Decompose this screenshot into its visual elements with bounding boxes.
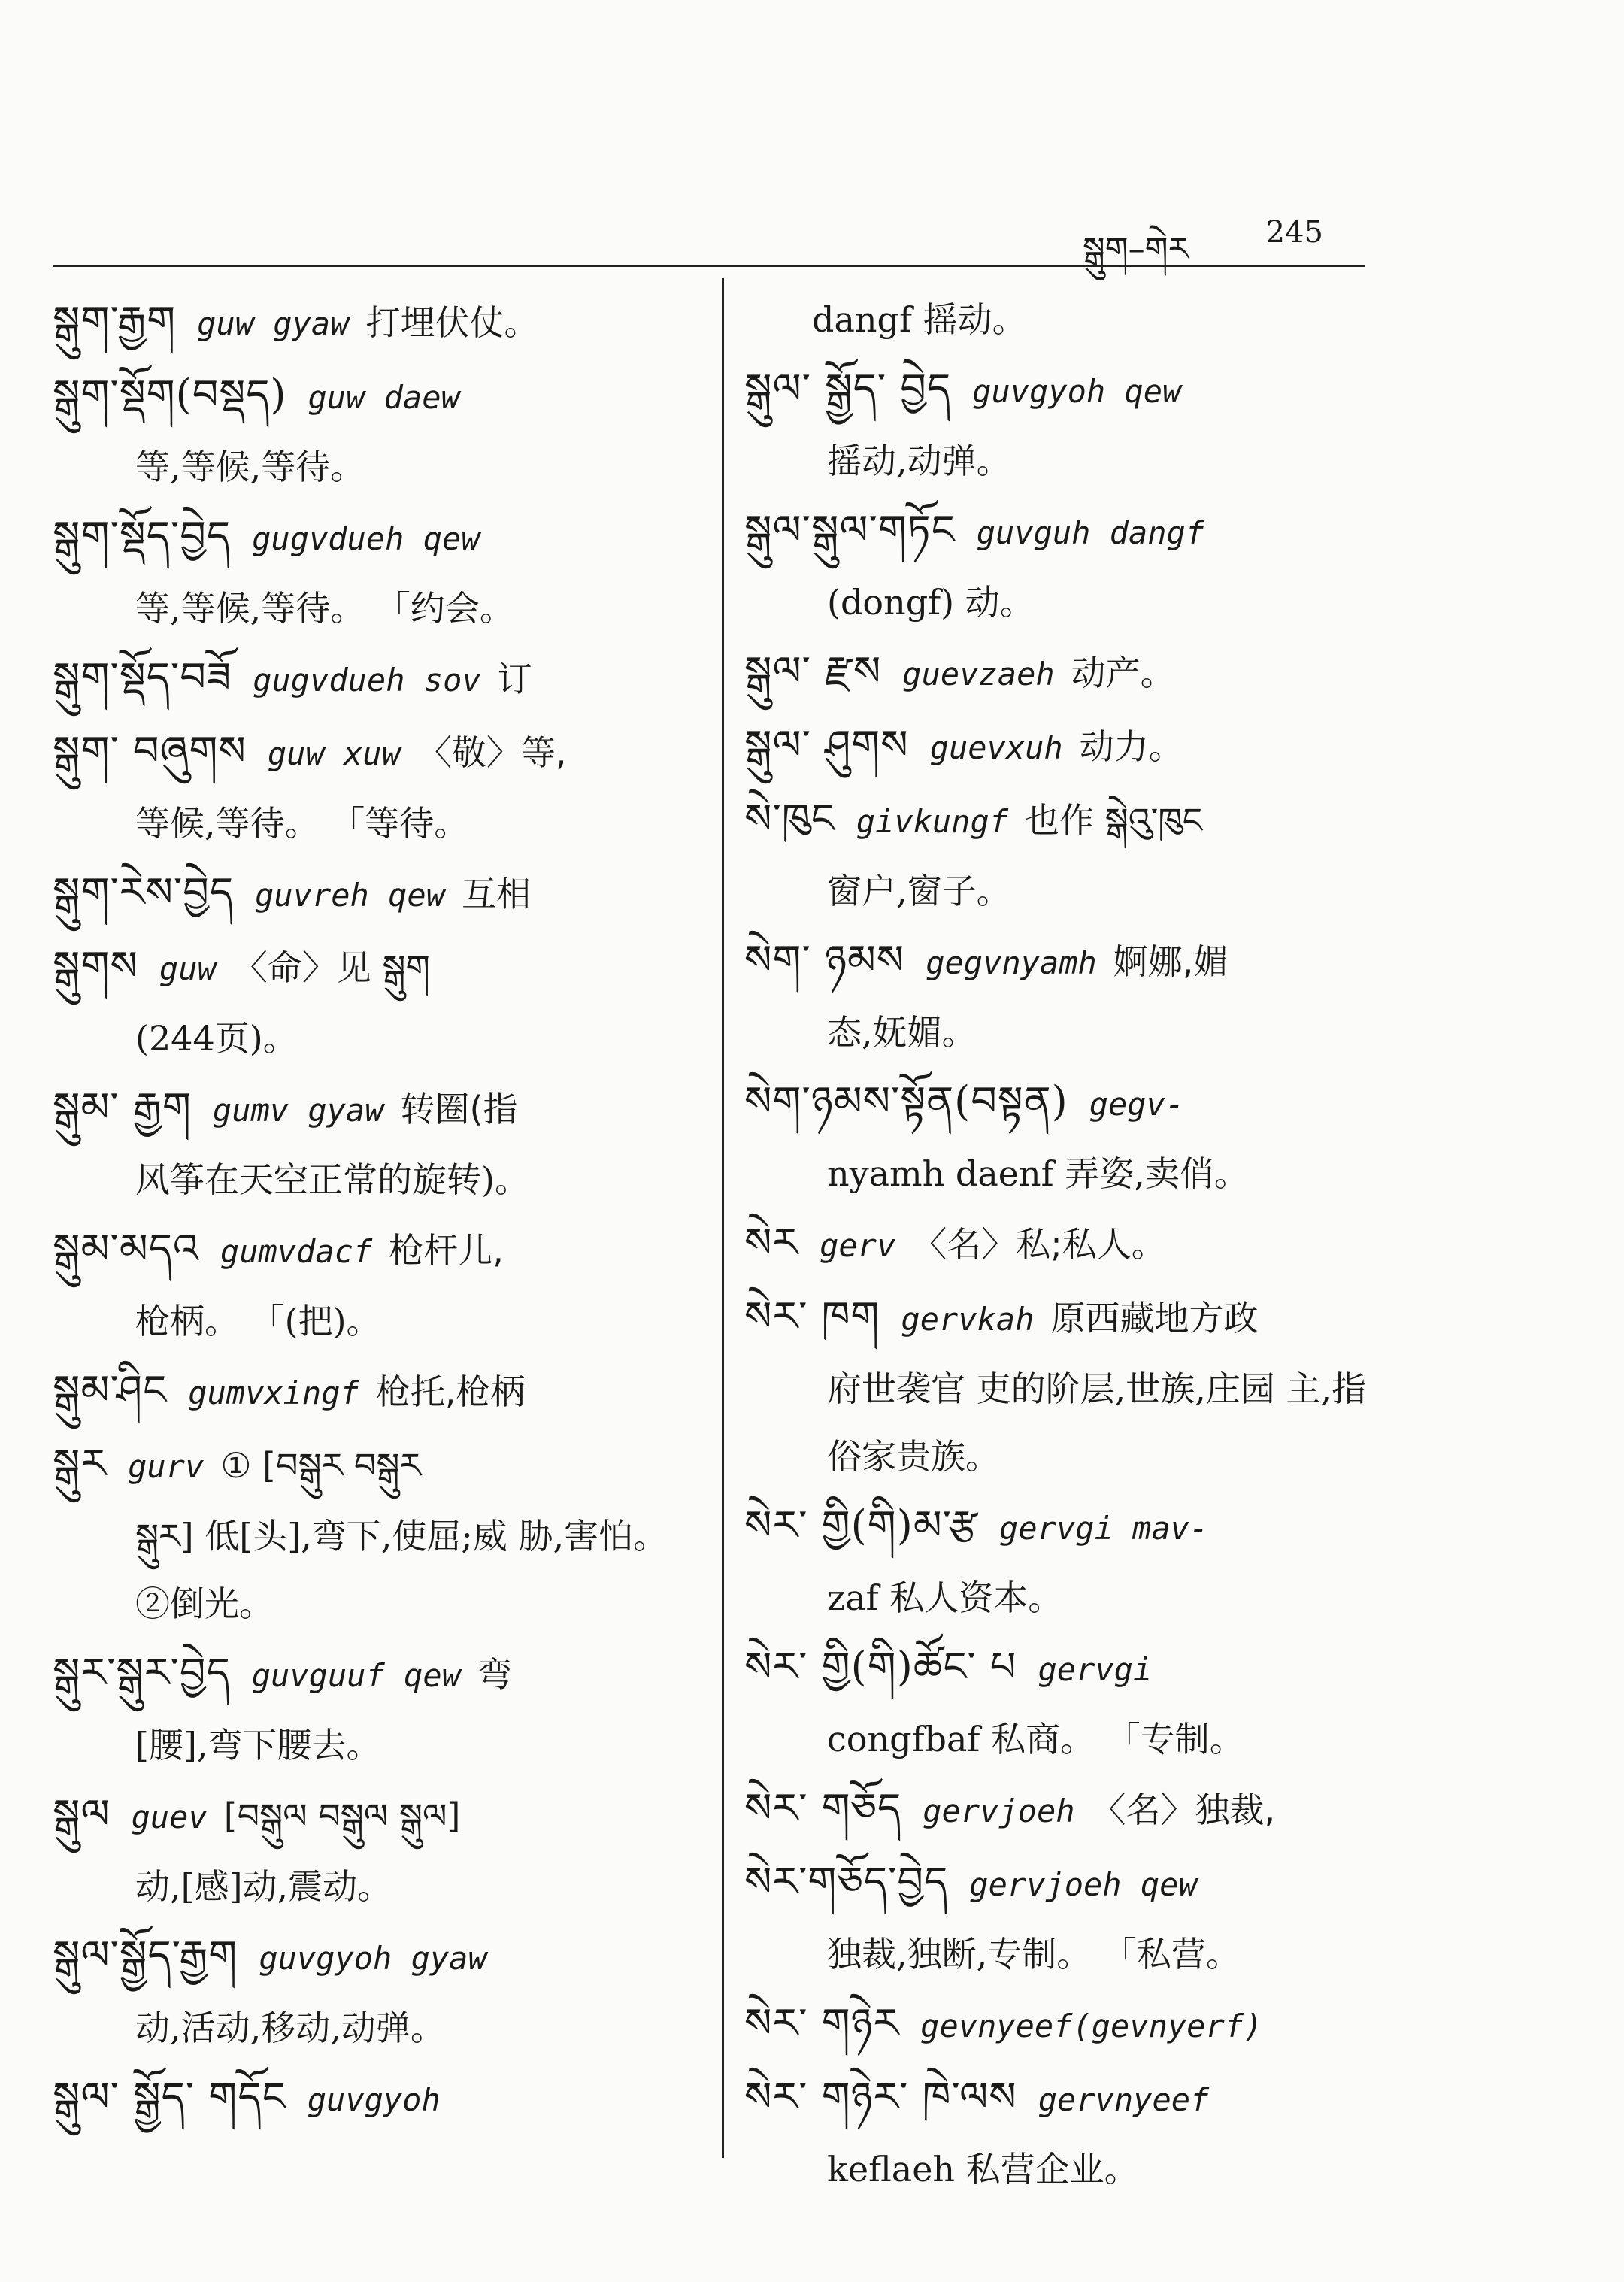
headword: སྒུལ — [53, 1790, 111, 1838]
pronunciation: guevzaeh — [902, 656, 1055, 692]
definition-continued: སྒུར] 低[头],弯下,使屈;威 胁,害怕。②倒光。 — [135, 1516, 668, 1624]
definition-continued: (244页)。 — [135, 1018, 298, 1059]
entry — [53, 1072, 699, 1214]
definition: [བསྒུལ བསྒུལ སྒུལ] — [223, 1796, 461, 1836]
entry — [744, 495, 1391, 636]
headword: སྒུལ་ སྒྱོད་ གདོང — [53, 2073, 286, 2120]
entry — [744, 1773, 1391, 1847]
entry — [744, 1490, 1391, 1632]
definition: 原西藏地方政 — [1050, 1298, 1259, 1338]
pronunciation: gugvdueh sov — [253, 662, 481, 699]
guide-words: སྒུག–གེར — [1083, 230, 1189, 268]
pronunciation: gumvxingf — [188, 1374, 359, 1411]
entry — [744, 1988, 1391, 2062]
definition-continued: 府世袭官 吏的阶层,世族,庄园 主,指俗家贵族。 — [827, 1368, 1367, 1477]
definition: 动力。 — [1079, 726, 1183, 767]
entry — [53, 931, 699, 1072]
headword: སྒུར — [53, 1440, 108, 1487]
definition: 订 — [497, 659, 532, 699]
definition-continued: dangf 摇动。 — [812, 299, 1027, 340]
entry — [744, 1281, 1391, 1490]
definition: 〈名〉独裁, — [1091, 1790, 1276, 1830]
definition-continued: 独裁,独断,专制。 「私营。 — [827, 1934, 1241, 1974]
definition: 互相 — [462, 874, 531, 914]
definition: 打埋伏仗。 — [365, 302, 539, 343]
pronunciation: gervgi mav- — [999, 1510, 1209, 1547]
definition: 枪托,枪柄 — [375, 1371, 526, 1412]
entry — [744, 636, 1391, 710]
pronunciation: gervgi — [1038, 1651, 1153, 1688]
definition-continued: 等候,等待。 「等待。 — [135, 803, 469, 844]
pronunciation: gerv — [820, 1227, 896, 1264]
pronunciation: givkungf — [856, 803, 1009, 840]
headword: སྒུལ་ སྒྱོད་ བྱེད — [744, 365, 952, 412]
headword: སྒུག་རྒྱག — [53, 297, 177, 344]
entry — [744, 1208, 1391, 1281]
entry — [53, 1638, 699, 1779]
pronunciation: gegv- — [1089, 1086, 1185, 1123]
definition: ① [བསྒུར བསྒུར — [220, 1445, 422, 1486]
pronunciation: guvguh dangf — [976, 514, 1205, 551]
pronunciation: guvgyoh qew — [972, 373, 1182, 410]
headword: སྒུལ་ ཤུགས — [744, 721, 909, 768]
header-rule — [53, 265, 1365, 267]
definition: 弯 — [477, 1654, 512, 1695]
headword: སྒུར་སྒུར་བྱེད — [53, 1649, 231, 1696]
headword: སྒུམ་མདའ — [53, 1225, 199, 1272]
entry — [53, 1429, 699, 1638]
definition-continued: 窗户,窗子。 — [827, 871, 1011, 911]
entry — [744, 1066, 1391, 1208]
entry — [53, 857, 699, 931]
entry — [53, 501, 699, 642]
pronunciation: guw daew — [308, 379, 460, 416]
pronunciation: guw — [159, 950, 217, 987]
definition-continued: 动,[感]动,震动。 — [135, 1866, 392, 1907]
definition-continued: zaf 私人资本。 — [827, 1577, 1063, 1618]
pronunciation: guw gyaw — [197, 305, 350, 342]
definition: 〈敬〉等, — [417, 732, 567, 773]
entry — [744, 1847, 1391, 1988]
headword: སྒུག་སྡོག(བསྡད) — [53, 371, 287, 418]
pronunciation: gumvdacf — [220, 1233, 373, 1270]
left-column — [53, 286, 699, 2135]
headword: སྒུམ་ རྒྱག — [53, 1083, 192, 1131]
pronunciation: gegvnyamh — [926, 944, 1097, 981]
definition-continued: 态,妩媚。 — [827, 1012, 977, 1053]
headword: སེར་ གྱི(གི)ཚོང་ པ — [744, 1643, 1017, 1690]
definition: 〈名〉私;私人。 — [912, 1224, 1166, 1265]
headword: སེར་ གཉེར་ ཁེ་ལས — [744, 2073, 1017, 2120]
headword: སྒུག་རེས་བྱེད — [53, 868, 235, 916]
headword: སེར་ གཉེར — [744, 1999, 900, 2047]
pronunciation: gervkah — [901, 1301, 1035, 1338]
headword: སྒུག་ བཞུགས — [53, 727, 247, 774]
headword: སེག་ ཉམས — [744, 936, 905, 983]
headword: སེག་ཉམས་སྟོན(བསྟན) — [744, 1077, 1068, 1125]
definition-continued: 摇动,动弹。 — [827, 441, 1011, 481]
pronunciation: gervnyeef — [1038, 2081, 1210, 2118]
entry — [53, 642, 699, 716]
definition-continued: keflaeh 私营企业。 — [827, 2149, 1139, 2190]
headword: སྒུགས — [53, 942, 138, 989]
definition: 也作 སྒེའུ་ཁུང — [1025, 800, 1203, 841]
entry — [53, 286, 699, 359]
entry — [53, 2062, 699, 2135]
pronunciation: guev — [131, 1799, 208, 1835]
entry — [53, 1920, 699, 2062]
running-header — [1083, 212, 1368, 268]
page-number: 245 — [1265, 215, 1323, 250]
headword: སེར — [744, 1219, 799, 1266]
pronunciation: guvreh qew — [255, 877, 445, 914]
entry — [744, 1632, 1391, 1773]
headword: སྒུལ་སྒུལ་གཏོང — [744, 506, 956, 553]
definition-continued: congfbaf 私商。 「专制。 — [827, 1719, 1244, 1759]
entry — [744, 925, 1391, 1066]
entry — [744, 353, 1391, 495]
pronunciation: gevnyeef(gevnyerf) — [920, 2008, 1263, 2044]
headword: སྒུག་སྡོད་བཟོ — [53, 653, 232, 701]
pronunciation: guevxuh — [929, 729, 1063, 766]
definition-continued: 等,等候,等待。 — [135, 447, 365, 487]
pronunciation: gurv — [128, 1448, 205, 1485]
headword: སེར་གཅོད་བྱེད — [744, 1858, 949, 1905]
headword: སྒུག་སྡོད་བྱེད — [53, 512, 232, 559]
headword: སྒུལ་ རྫས — [744, 647, 882, 695]
entry — [744, 2062, 1391, 2203]
definition: 枪杆儿, — [389, 1230, 504, 1271]
entry — [53, 716, 699, 857]
pronunciation: gugvdueh qew — [252, 520, 480, 557]
definition-continued: 枪柄。 「(把)。 — [135, 1301, 381, 1341]
pronunciation: guvgyoh gyaw — [259, 1940, 487, 1977]
definition-continued: 风筝在天空正常的旋转)。 — [135, 1159, 529, 1200]
entry — [53, 359, 699, 501]
headword: སེར་ ཁག — [744, 1293, 880, 1340]
headword: སེར་ གཅོད — [744, 1784, 902, 1832]
definition-continued: 等,等候,等待。 「约会。 — [135, 588, 514, 629]
entry — [744, 710, 1391, 783]
pronunciation: gumv gyaw — [212, 1092, 384, 1129]
definition: 〈命〉见 སྒུག — [232, 947, 430, 988]
headword: སྒུམ་ཤིང — [53, 1366, 168, 1414]
entry — [53, 1214, 699, 1355]
definition-continued: 动,活动,移动,动弹。 — [135, 2008, 445, 2048]
headword: སེར་ གྱི(གི)མ་རྩ — [744, 1502, 979, 1549]
definition: 婀娜,媚 — [1113, 941, 1229, 982]
definition: 动产。 — [1071, 653, 1175, 693]
entry — [744, 783, 1391, 925]
pronunciation: guvgyoh — [307, 2081, 441, 2118]
column-divider — [722, 278, 724, 2158]
headword: སྒུལ་སྒྱོད་རྒྱག — [53, 1932, 238, 1979]
definition-continued: [腰],弯下腰去。 — [135, 1725, 381, 1765]
right-column — [744, 286, 1391, 2203]
entry — [53, 1779, 699, 1920]
pronunciation: gervjoeh — [923, 1793, 1075, 1829]
definition: 转圈(指 — [400, 1089, 518, 1129]
entry — [53, 1355, 699, 1429]
definition-continued: nyamh daenf 弄姿,卖俏。 — [827, 1153, 1249, 1194]
pronunciation: guw xuw — [267, 735, 401, 772]
headword: སེ་ཁུང — [744, 795, 835, 842]
pronunciation: gervjoeh qew — [969, 1866, 1198, 1903]
definition-continued: (dongf) 动。 — [827, 582, 1035, 623]
entry-continuation — [744, 286, 1391, 353]
pronunciation: guvguuf qew — [251, 1657, 461, 1694]
